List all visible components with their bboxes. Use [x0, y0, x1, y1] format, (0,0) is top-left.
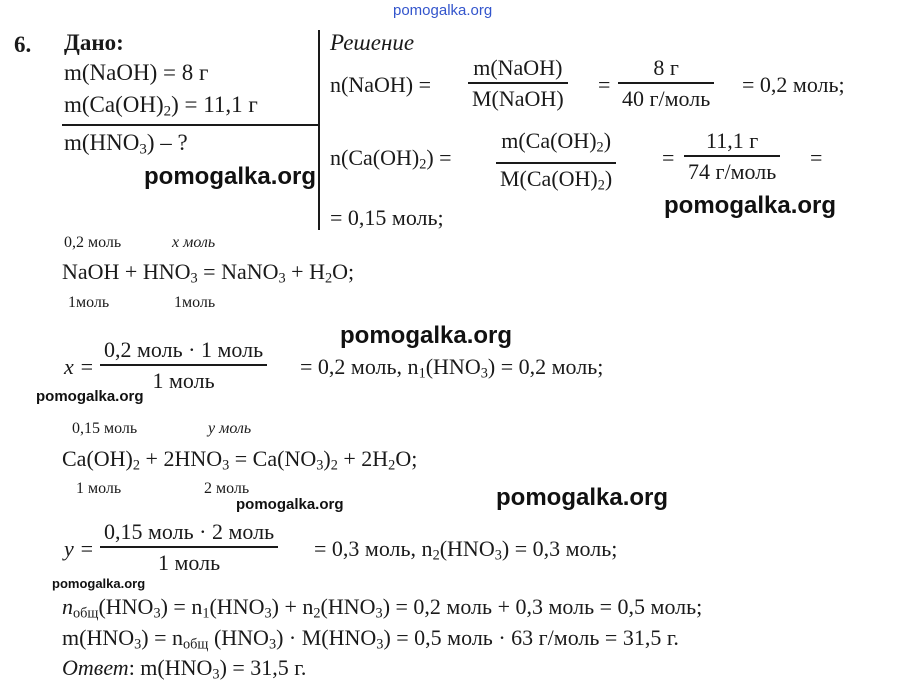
given-line-caoh: $m(Ca(OH)_2) = 11,1$ г [64, 92, 258, 120]
n-caoh-fraction-formula: $m(Ca(OH)_2)$ $M(Ca(OH)_2)$ [496, 128, 616, 198]
equals-sign: = [598, 72, 611, 97]
watermark-small-2: pomogalka.org [236, 496, 344, 513]
watermark-large-4: pomogalka.org [496, 484, 669, 511]
n-caoh-left: $n(Ca(OH)_2)$ = [330, 145, 452, 173]
reaction2-below-left: 1 моль [76, 480, 122, 497]
reaction2-equation: $Ca(OH)_2 + 2HNO_3 = Ca(NO_3)_2 + 2H_2O$; [62, 446, 418, 474]
reaction1-equation: NaOH + $HNO_3$ = NaNO$_3$ + $H_2O$; [62, 259, 355, 287]
total-moles-line: $n_{общ}(HNO_3) = n_1(HNO_3) + n_2(HNO_3) = 0,2$ моль + 0,3 моль = 0,5 моль; [62, 594, 703, 622]
y-fraction: 0,15 моль · 2 моль 1 моль [100, 519, 278, 576]
watermark-large-3: pomogalka.org [340, 322, 513, 349]
x-label: x = [64, 354, 95, 379]
find-line: $m(HNO_3)$ – ? [64, 130, 188, 158]
n-naoh-result: = 0,2 моль; [742, 72, 845, 97]
x-result: = 0,2 моль, $n_1(HNO_3) = 0,2$ моль; [300, 354, 604, 382]
reaction1-above-left: 0,2 моль [64, 234, 122, 251]
reaction2-below-right: 2 моль [204, 480, 250, 497]
watermark-large-2: pomogalka.org [664, 192, 837, 219]
watermark-small-3: pomogalka.org [52, 576, 146, 591]
n-naoh-fraction-formula: m(NaOH) M(NaOH) [468, 55, 568, 112]
reaction1-above-right: x моль [172, 234, 216, 251]
n-naoh-left: n(NaOH) = [330, 72, 431, 97]
solution-divider [318, 30, 320, 230]
reaction2-above-right: y моль [208, 420, 252, 437]
mass-line: $m(HNO_3) = n_{общ}$ $(HNO_3) \cdot M(HNO_3) = 0,5$ моль · 63 г/моль = 31,5 г. [62, 625, 679, 653]
answer-line: Ответ: $m(HNO_3) = 31,5$ г. [62, 655, 307, 683]
x-fraction: 0,2 моль · 1 моль 1 моль [100, 337, 267, 394]
equals-sign: = [662, 145, 675, 170]
given-divider [62, 124, 320, 126]
reaction1-below-right: 1моль [174, 294, 216, 311]
given-title: Дано: [64, 30, 124, 55]
watermark-large-1: pomogalka.org [144, 163, 317, 190]
y-label: y = [64, 536, 95, 561]
n-caoh-fraction-values: 11,1 г 74 г/моль [684, 128, 780, 185]
reaction2-above-left: 0,15 моль [72, 420, 138, 437]
watermark-top: pomogalka.org [393, 2, 493, 19]
watermark-small-1: pomogalka.org [36, 388, 144, 405]
given-line-naoh: m(NaOH) = 8 г [64, 60, 209, 85]
n-naoh-fraction-values: 8 г 40 г/моль [618, 55, 714, 112]
problem-number: 6. [14, 32, 32, 57]
y-result: = 0,3 моль, $n_2(HNO_3) = 0,3$ моль; [314, 536, 618, 564]
solution-title: Решение [330, 30, 415, 55]
n-caoh-result: = 0,15 моль; [330, 205, 444, 230]
reaction1-below-left: 1моль [68, 294, 110, 311]
equals-sign: = [810, 145, 823, 170]
